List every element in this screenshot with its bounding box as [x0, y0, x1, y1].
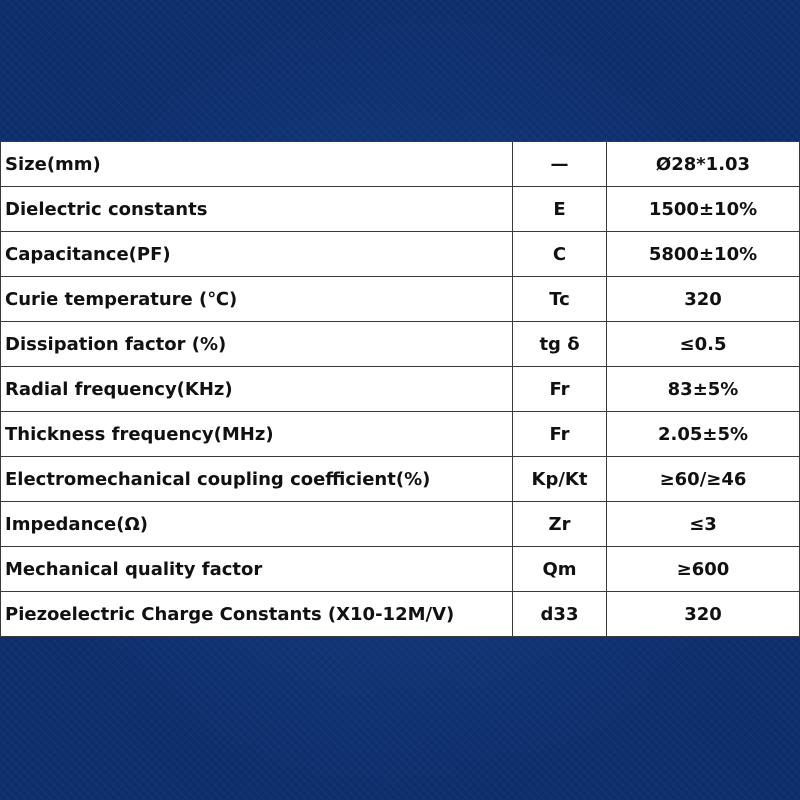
parameter-cell: Dielectric constants	[1, 187, 513, 232]
table-row	[1, 367, 800, 412]
table-row	[1, 592, 800, 637]
table-row	[1, 187, 800, 232]
symbol-cell: Tc	[513, 277, 607, 322]
parameter-cell: Radial frequency(KHz)	[1, 367, 513, 412]
value-cell: Ø28*1.03	[607, 142, 800, 187]
value-cell: ≤0.5	[607, 322, 800, 367]
parameter-cell: Curie temperature (℃)	[1, 277, 513, 322]
value-cell: 2.05±5%	[607, 412, 800, 457]
parameter-cell: Mechanical quality factor	[1, 547, 513, 592]
value-cell: ≥60/≥46	[607, 457, 800, 502]
parameter-cell: Capacitance(PF)	[1, 232, 513, 277]
table-row	[1, 547, 800, 592]
symbol-cell: Kp/Kt	[513, 457, 607, 502]
value-cell: 320	[607, 277, 800, 322]
parameter-cell: Electromechanical coupling coefficient(%)	[1, 457, 513, 502]
value-cell: 320	[607, 592, 800, 637]
symbol-cell: d33	[513, 592, 607, 637]
symbol-cell: —	[513, 142, 607, 187]
value-cell: 5800±10%	[607, 232, 800, 277]
table-row	[1, 142, 800, 187]
value-cell: 1500±10%	[607, 187, 800, 232]
spec-table-body	[1, 142, 800, 637]
value-cell: 83±5%	[607, 367, 800, 412]
parameter-cell: Impedance(Ω)	[1, 502, 513, 547]
table-row	[1, 457, 800, 502]
symbol-cell: E	[513, 187, 607, 232]
table-row	[1, 412, 800, 457]
parameter-cell: Dissipation factor (%)	[1, 322, 513, 367]
symbol-cell: Fr	[513, 367, 607, 412]
spec-table	[0, 141, 800, 637]
table-row	[1, 277, 800, 322]
table-row	[1, 502, 800, 547]
parameter-cell: Thickness frequency(MHz)	[1, 412, 513, 457]
symbol-cell: Zr	[513, 502, 607, 547]
value-cell: ≤3	[607, 502, 800, 547]
parameter-cell: Size(mm)	[1, 142, 513, 187]
value-cell: ≥600	[607, 547, 800, 592]
table-row	[1, 322, 800, 367]
table-row	[1, 232, 800, 277]
symbol-cell: Fr	[513, 412, 607, 457]
symbol-cell: tg δ	[513, 322, 607, 367]
parameter-cell: Piezoelectric Charge Constants (X10-12M/V)	[1, 592, 513, 637]
symbol-cell: Qm	[513, 547, 607, 592]
symbol-cell: C	[513, 232, 607, 277]
